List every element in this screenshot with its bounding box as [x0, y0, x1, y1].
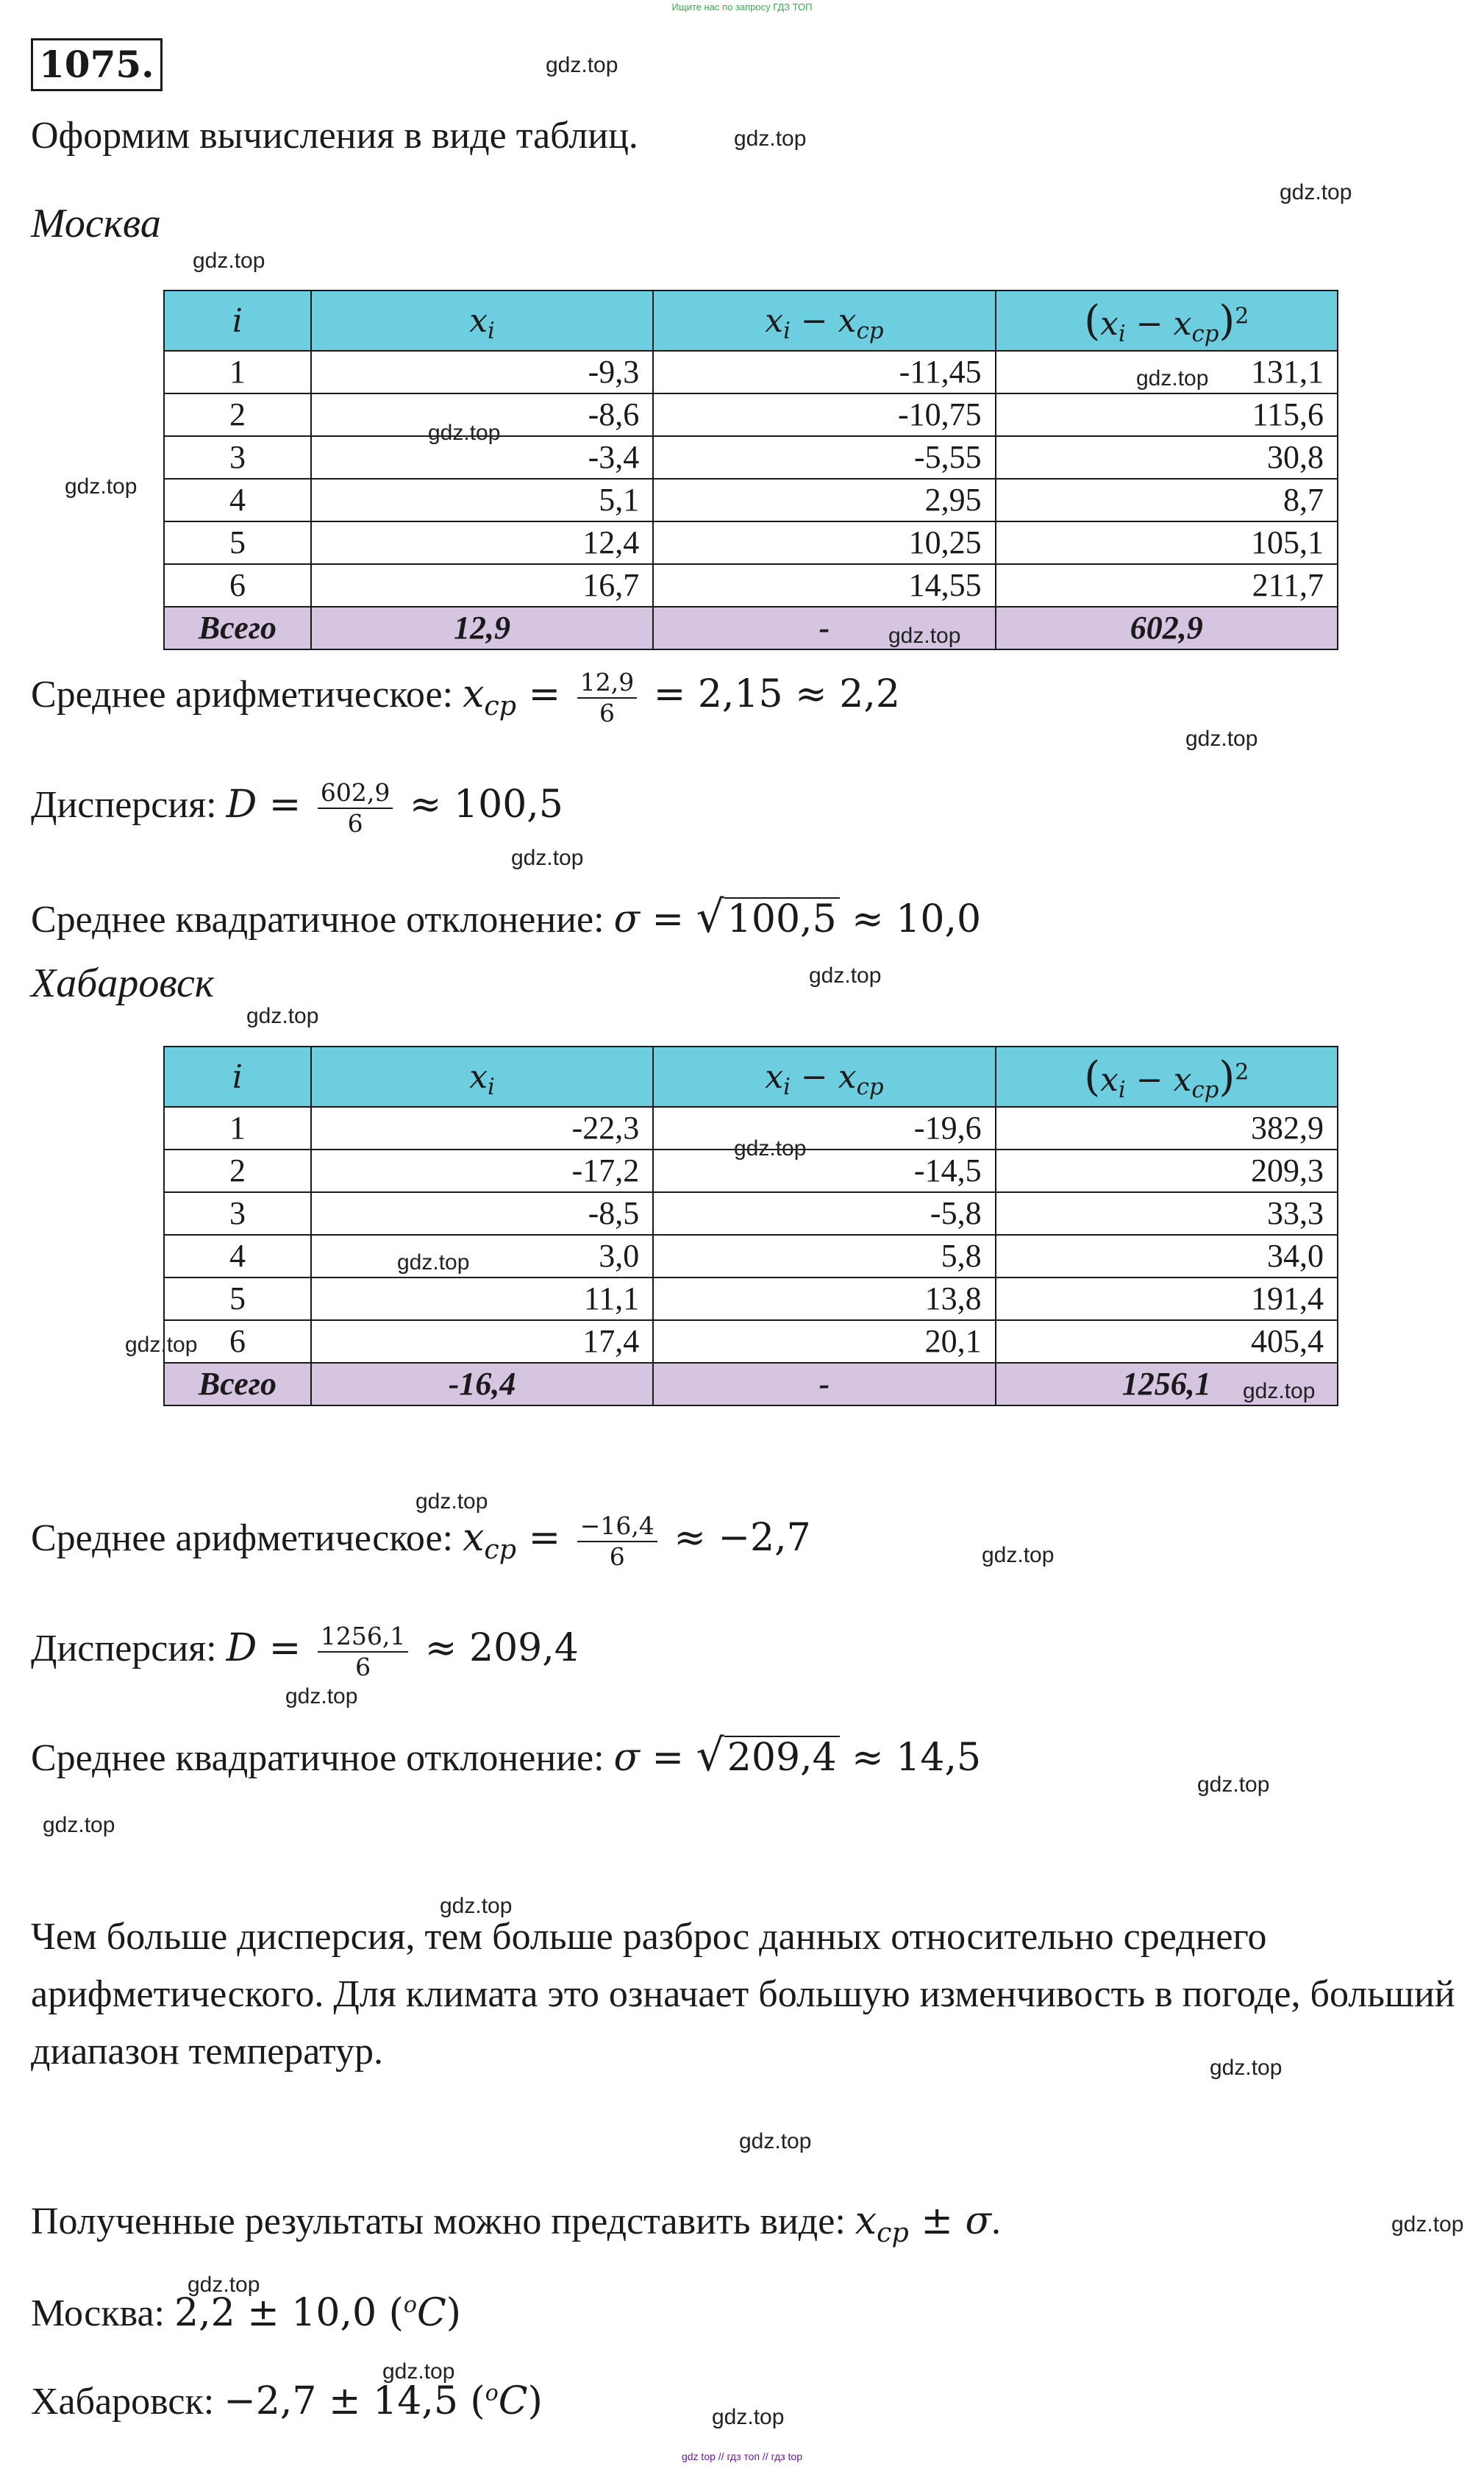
table-total-row — [164, 607, 1338, 649]
header-i: i — [164, 1047, 311, 1107]
table-header-row — [164, 291, 1338, 351]
cell-x: 12,4 — [311, 521, 653, 564]
cell-i: 1 — [164, 1107, 311, 1150]
watermark: gdz.top — [125, 1333, 198, 1357]
city-title-khabarovsk: Хабаровск — [31, 961, 214, 1006]
top-banner[interactable]: Ищите нас по запросу ГДЗ ТОП — [671, 1, 813, 13]
table-row — [164, 1235, 1338, 1277]
cell-diff: 5,8 — [653, 1235, 995, 1277]
header-i: i — [164, 291, 311, 351]
results-intro: Полученные результаты можно представить виде: $x_{cp} \pm \sigma$. — [31, 2199, 1001, 2248]
cell-i: 2 — [164, 1150, 311, 1192]
cell-x: -3,4 — [311, 436, 653, 479]
watermark: gdz.top — [739, 2129, 812, 2153]
table-row — [164, 564, 1338, 607]
cell-i: 6 — [164, 564, 311, 607]
watermark: gdz.top — [712, 2405, 785, 2429]
watermark: gdz.top — [188, 2273, 260, 2297]
cell-i: 5 — [164, 1277, 311, 1320]
watermark: gdz.top — [382, 2359, 455, 2384]
watermark: gdz.top — [734, 126, 807, 151]
cell-sq: 105,1 — [996, 521, 1338, 564]
cell-sq: 34,0 — [996, 1235, 1338, 1277]
total-diff: - — [653, 1363, 995, 1405]
watermark: gdz.top — [1210, 2056, 1283, 2080]
cell-x: 17,4 — [311, 1320, 653, 1363]
khabarovsk-dispersion-formula: Дисперсия: D = $\frac{1256,1}{6}$ ≈ 209,4 — [31, 1622, 579, 1681]
cell-sq: 33,3 — [996, 1192, 1338, 1235]
cell-diff: -5,8 — [653, 1192, 995, 1235]
table-row — [164, 393, 1338, 436]
cell-diff: 20,1 — [653, 1320, 995, 1363]
cell-diff: 2,95 — [653, 479, 995, 521]
cell-diff: 14,55 — [653, 564, 995, 607]
header-xi: $x_i$ — [311, 291, 653, 351]
table-row — [164, 1320, 1338, 1363]
moscow-stddev-formula: Среднее квадратичное отклонение: σ = √100,5 ≈ 10,0 — [31, 891, 982, 943]
cell-diff: 10,25 — [653, 521, 995, 564]
watermark: gdz.top — [809, 963, 882, 988]
result-khabarovsk: Хабаровск: −2,7 ± 14,5 ($^o$C) — [31, 2379, 543, 2423]
watermark: gdz.top — [193, 249, 265, 273]
total-x: -16,4 — [311, 1363, 653, 1405]
watermark: gdz.top — [982, 1543, 1055, 1567]
watermark: gdz.top — [734, 1136, 807, 1161]
khabarovsk-table — [163, 1046, 1338, 1406]
cell-sq: 382,9 — [996, 1107, 1338, 1150]
cell-diff: -11,45 — [653, 351, 995, 393]
watermark: gdz.top — [511, 846, 584, 870]
fraction: $\frac{-16,4}{6}$ — [577, 1511, 657, 1572]
watermark: gdz.top — [888, 624, 961, 648]
cell-diff: 13,8 — [653, 1277, 995, 1320]
fraction: $\frac{602,9}{6}$ — [318, 778, 393, 838]
cell-sq: 405,4 — [996, 1320, 1338, 1363]
result-moscow: Москва: 2,2 ± 10,0 ($^o$C) — [31, 2291, 462, 2335]
total-label: Всего — [164, 607, 311, 649]
cell-diff: -14,5 — [653, 1150, 995, 1192]
header-xi-minus-xcp: $x_i - x_{cp}$ — [653, 291, 995, 351]
total-diff: - — [653, 607, 995, 649]
watermark: gdz.top — [1243, 1379, 1316, 1403]
cell-diff: -10,75 — [653, 393, 995, 436]
total-label: Всего — [164, 1363, 311, 1405]
watermark: gdz.top — [65, 474, 138, 499]
cell-i: 1 — [164, 351, 311, 393]
cell-diff: -19,6 — [653, 1107, 995, 1150]
cell-i: 4 — [164, 1235, 311, 1277]
conclusion-paragraph: Чем больше дисперсия, тем больше разброс данных относительно среднего арифметического. Для климата это означает большую изменчивость в погоде, больший диапазон температур. — [31, 1916, 1455, 2073]
cell-x: -22,3 — [311, 1107, 653, 1150]
fraction: $\frac{12,9}{6}$ — [577, 668, 637, 728]
header-squared: $(x_i - x_{cp})^2$ — [996, 291, 1338, 351]
problem-number: 1075. — [31, 38, 163, 91]
header-squared: $(x_i - x_{cp})^2$ — [996, 1047, 1338, 1107]
cell-sq: 8,7 — [996, 479, 1338, 521]
total-sq: 1256,1 — [996, 1363, 1338, 1405]
watermark: gdz.top — [285, 1684, 358, 1708]
fraction: $\frac{1256,1}{6}$ — [318, 1622, 408, 1682]
cell-i: 6 — [164, 1320, 311, 1363]
cell-i: 3 — [164, 436, 311, 479]
intro-text: Оформим вычисления в виде таблиц. — [31, 115, 638, 157]
watermark: gdz.top — [1197, 1772, 1270, 1797]
cell-x: 11,1 — [311, 1277, 653, 1320]
city-title-moscow: Москва — [31, 201, 161, 246]
cell-i: 2 — [164, 393, 311, 436]
cell-i: 3 — [164, 1192, 311, 1235]
cell-sq: 211,7 — [996, 564, 1338, 607]
total-x: 12,9 — [311, 607, 653, 649]
cell-sq: 209,3 — [996, 1150, 1338, 1192]
cell-x: 5,1 — [311, 479, 653, 521]
watermark: gdz.top — [428, 421, 501, 445]
cell-x: -9,3 — [311, 351, 653, 393]
watermark: gdz.top — [440, 1894, 513, 1918]
cell-sq: 115,6 — [996, 393, 1338, 436]
table-header-row — [164, 1047, 1338, 1107]
table-row — [164, 1192, 1338, 1235]
moscow-dispersion-formula: Дисперсия: D = $\frac{602,9}{6}$ ≈ 100,5 — [31, 778, 563, 838]
table-total-row — [164, 1363, 1338, 1405]
header-xi: $x_i$ — [311, 1047, 653, 1107]
moscow-table — [163, 290, 1338, 650]
cell-diff: -5,55 — [653, 436, 995, 479]
watermark: gdz.top — [1136, 366, 1209, 391]
watermark: gdz.top — [415, 1489, 488, 1514]
watermark: gdz.top — [43, 1813, 115, 1837]
watermark: gdz.top — [1391, 2212, 1464, 2237]
khabarovsk-mean-formula: Среднее арифметическое: $x_{cp}$ = $\frac{-16,4}{6}$ ≈ −2,7 — [31, 1511, 811, 1571]
total-sq: 602,9 — [996, 607, 1338, 649]
watermark: gdz.top — [397, 1250, 470, 1275]
header-xi-minus-xcp: $x_i - x_{cp}$ — [653, 1047, 995, 1107]
cell-x: -8,5 — [311, 1192, 653, 1235]
cell-sq: 131,1 — [996, 351, 1338, 393]
cell-sq: 30,8 — [996, 436, 1338, 479]
cell-i: 4 — [164, 479, 311, 521]
watermark: gdz.top — [546, 53, 618, 77]
khabarovsk-stddev-formula: Среднее квадратичное отклонение: σ = √209,4 ≈ 14,5 — [31, 1730, 982, 1781]
watermark: gdz.top — [1185, 727, 1258, 751]
footer-links[interactable]: gdz top // гдз топ // гдз top — [681, 2451, 803, 2462]
cell-x: 16,7 — [311, 564, 653, 607]
cell-sq: 191,4 — [996, 1277, 1338, 1320]
cell-x: -8,6 — [311, 393, 653, 436]
watermark: gdz.top — [246, 1004, 319, 1028]
cell-i: 5 — [164, 521, 311, 564]
cell-x: 3,0 — [311, 1235, 653, 1277]
watermark: gdz.top — [1280, 180, 1352, 204]
table-row — [164, 1277, 1338, 1320]
table-row — [164, 479, 1338, 521]
table-row — [164, 436, 1338, 479]
cell-x: -17,2 — [311, 1150, 653, 1192]
moscow-mean-formula: Среднее арифметическое: $x_{cp}$ = $\frac{12,9}{6}$ = 2,15 ≈ 2,2 — [31, 668, 900, 727]
table-row — [164, 521, 1338, 564]
